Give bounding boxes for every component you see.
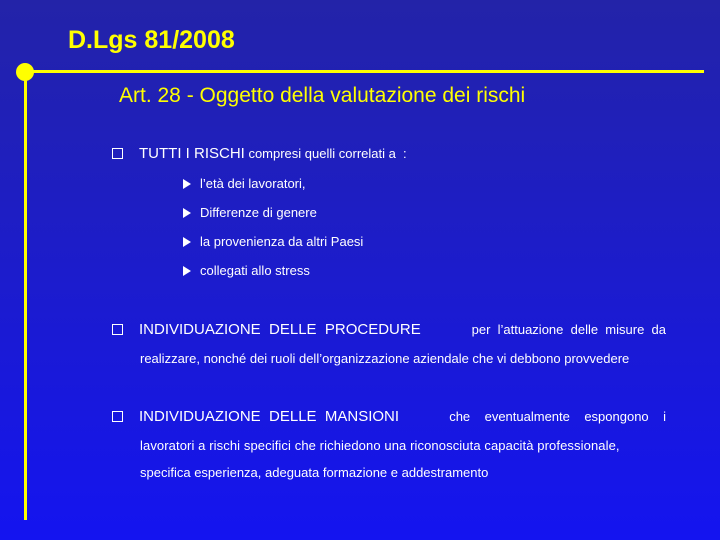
checkbox-bullet-icon bbox=[112, 148, 123, 159]
checkbox-bullet-icon bbox=[112, 411, 123, 422]
bullet-lead: INDIVIDUAZIONE DELLE MANSIONI bbox=[139, 408, 400, 425]
bullet-mansioni bbox=[112, 408, 672, 425]
decorative-dot-icon bbox=[16, 63, 34, 81]
bullet-text: che eventualmente espongono i bbox=[449, 409, 666, 424]
arrow-bullet-icon bbox=[183, 208, 191, 218]
bullet-text: compresi quelli correlati a : bbox=[244, 146, 407, 161]
bullet-lead: INDIVIDUAZIONE DELLE PROCEDURE bbox=[139, 321, 421, 338]
sub-item-label: la provenienza da altri Paesi bbox=[200, 234, 364, 249]
slide-title: D.Lgs 81/2008 bbox=[68, 26, 235, 54]
bullet-lead: TUTTI I RISCHI bbox=[139, 145, 245, 162]
arrow-bullet-icon bbox=[183, 266, 191, 276]
arrow-bullet-icon bbox=[183, 179, 191, 189]
decorative-vertical-rule bbox=[24, 70, 27, 520]
bullet-text: per l’attuazione delle misure da bbox=[471, 322, 666, 337]
sub-item-genere bbox=[183, 205, 317, 220]
sub-item-label: l’età dei lavoratori, bbox=[200, 176, 306, 191]
sub-item-eta bbox=[183, 176, 306, 191]
sub-item-provenienza bbox=[183, 234, 363, 249]
mansioni-line-3: specifica esperienza, adeguata formazione e addestramento bbox=[140, 465, 489, 480]
arrow-bullet-icon bbox=[183, 237, 191, 247]
slide-subtitle: Art. 28 - Oggetto della valutazione dei rischi bbox=[119, 84, 526, 107]
sub-item-stress bbox=[183, 263, 310, 278]
sub-item-label: collegati allo stress bbox=[200, 263, 310, 278]
checkbox-bullet-icon bbox=[112, 324, 123, 335]
sub-item-label: Differenze di genere bbox=[200, 205, 317, 220]
decorative-horizontal-rule bbox=[24, 70, 704, 73]
bullet-procedure bbox=[112, 321, 672, 338]
procedure-line-2: realizzare, nonché dei ruoli dell’organizzazione aziendale che vi debbono provvedere bbox=[140, 351, 630, 366]
bullet-tutti-i-rischi bbox=[112, 145, 407, 162]
mansioni-line-2: lavoratori a rischi specifici che richiedono una riconosciuta capacità professionale, bbox=[140, 438, 620, 453]
